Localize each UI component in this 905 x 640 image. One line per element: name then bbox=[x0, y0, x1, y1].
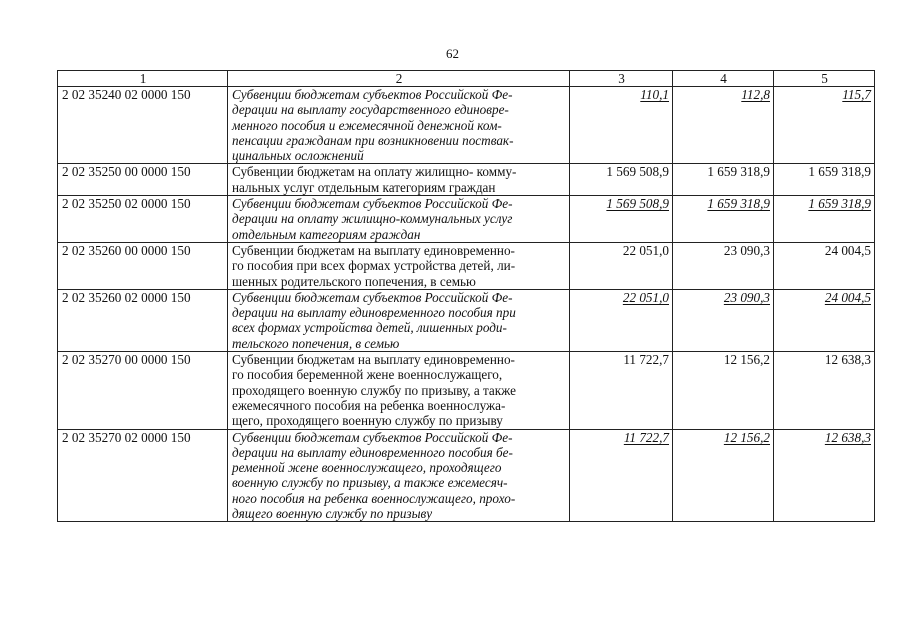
amount-column-4: 23 090,3 bbox=[673, 289, 774, 351]
description-line: ежемесячного пособия на ребенка военнослужа- bbox=[232, 397, 506, 413]
description-line: Субвенции бюджетам на оплату жилищно- комму- bbox=[232, 164, 517, 180]
budget-code: 2 02 35270 02 0000 150 bbox=[58, 429, 228, 522]
amount-column-5: 1 659 318,9 bbox=[774, 164, 875, 196]
table-row bbox=[58, 87, 875, 164]
amount-column-5: 115,7 bbox=[774, 87, 875, 164]
amount-column-3: 22 051,0 bbox=[570, 242, 673, 289]
amount-column-3: 1 569 508,9 bbox=[570, 196, 673, 243]
amount-column-4: 1 659 318,9 bbox=[673, 196, 774, 243]
description-line: дерации на выплату государственного единовре- bbox=[232, 102, 509, 118]
description-line: шенных родительского попечения, в семью bbox=[232, 273, 476, 289]
description-line: дерации на выплату единовременного пособия при bbox=[232, 305, 516, 321]
revenue-description bbox=[228, 196, 570, 243]
revenue-description bbox=[228, 164, 570, 196]
column-header-1: 1 bbox=[58, 71, 228, 87]
amount-column-3: 22 051,0 bbox=[570, 289, 673, 351]
budget-code: 2 02 35250 00 0000 150 bbox=[58, 164, 228, 196]
revenue-description bbox=[228, 429, 570, 522]
budget-code: 2 02 35240 02 0000 150 bbox=[58, 87, 228, 164]
amount-column-3: 110,1 bbox=[570, 87, 673, 164]
amount-column-3: 11 722,7 bbox=[570, 352, 673, 429]
revenue-description bbox=[228, 87, 570, 164]
revenue-description bbox=[228, 289, 570, 351]
description-line: проходящего военную службу по призыву, а также bbox=[232, 382, 516, 398]
budget-code: 2 02 35250 02 0000 150 bbox=[58, 196, 228, 243]
description-line: щего, проходящего военную службу по призыву bbox=[232, 413, 503, 429]
table-row bbox=[58, 352, 875, 429]
budget-code: 2 02 35270 00 0000 150 bbox=[58, 352, 228, 429]
column-header-2: 2 bbox=[228, 71, 570, 87]
amount-column-5: 12 638,3 bbox=[774, 352, 875, 429]
description-line: Субвенции бюджетам на выплату единовременно- bbox=[232, 352, 515, 368]
budget-code: 2 02 35260 00 0000 150 bbox=[58, 242, 228, 289]
amount-column-3: 1 569 508,9 bbox=[570, 164, 673, 196]
table-row bbox=[58, 196, 875, 243]
amount-column-4: 12 156,2 bbox=[673, 352, 774, 429]
amount-column-4: 23 090,3 bbox=[673, 242, 774, 289]
column-header-4: 4 bbox=[673, 71, 774, 87]
description-line: Субвенции бюджетам субъектов Российской Фе- bbox=[232, 196, 513, 212]
description-line: менного пособия и ежемесячной денежной ком- bbox=[232, 117, 502, 133]
description-line: всех формах устройства детей, лишенных роди- bbox=[232, 320, 507, 336]
amount-column-4: 1 659 318,9 bbox=[673, 164, 774, 196]
description-line: дящего военную службу по призыву bbox=[232, 506, 433, 522]
description-line: тельского попечения, в семью bbox=[232, 335, 400, 351]
amount-column-3: 11 722,7 bbox=[570, 429, 673, 522]
revenue-description bbox=[228, 242, 570, 289]
amount-column-4: 112,8 bbox=[673, 87, 774, 164]
budget-table bbox=[57, 70, 875, 522]
description-line: пенсации гражданам при возникновении поствак- bbox=[232, 132, 514, 148]
table-row bbox=[58, 242, 875, 289]
description-line: Субвенции бюджетам субъектов Российской Фе- bbox=[232, 87, 513, 102]
description-line: дерации на выплату единовременного пособия бе- bbox=[232, 444, 513, 460]
description-line: Субвенции бюджетам субъектов Российской Фе- bbox=[232, 289, 513, 305]
amount-column-5: 24 004,5 bbox=[774, 289, 875, 351]
amount-column-4: 12 156,2 bbox=[673, 429, 774, 522]
header-row bbox=[58, 71, 875, 87]
table-row bbox=[58, 289, 875, 351]
amount-column-5: 1 659 318,9 bbox=[774, 196, 875, 243]
amount-column-5: 12 638,3 bbox=[774, 429, 875, 522]
description-line: военную службу по призыву, а также ежемесяч- bbox=[232, 475, 508, 491]
amount-column-5: 24 004,5 bbox=[774, 242, 875, 289]
revenue-description bbox=[228, 352, 570, 429]
description-line: Субвенции бюджетам субъектов Российской Фе- bbox=[232, 429, 513, 445]
description-line: цинальных осложнений bbox=[232, 148, 364, 164]
table-row bbox=[58, 429, 875, 522]
budget-code: 2 02 35260 02 0000 150 bbox=[58, 289, 228, 351]
column-header-3: 3 bbox=[570, 71, 673, 87]
page-number: 62 bbox=[446, 46, 459, 61]
table-row bbox=[58, 164, 875, 196]
description-line: Субвенции бюджетам на выплату единовременно- bbox=[232, 242, 515, 258]
description-line: отдельным категориям граждан bbox=[232, 226, 421, 242]
table-body bbox=[58, 87, 875, 522]
description-line: нальных услуг отдельным категориям граждан bbox=[232, 179, 496, 195]
column-header-5: 5 bbox=[774, 71, 875, 87]
description-line: го пособия при всех формах устройства детей, ли- bbox=[232, 258, 516, 274]
description-line: ременной жене военнослужащего, проходящего bbox=[232, 460, 502, 476]
description-line: дерации на оплату жилищно-коммунальных услуг bbox=[232, 211, 513, 227]
description-line: го пособия беременной жене военнослужащего, bbox=[232, 367, 503, 383]
description-line: ного пособия на ребенка военнослужащего, прохо- bbox=[232, 490, 516, 506]
